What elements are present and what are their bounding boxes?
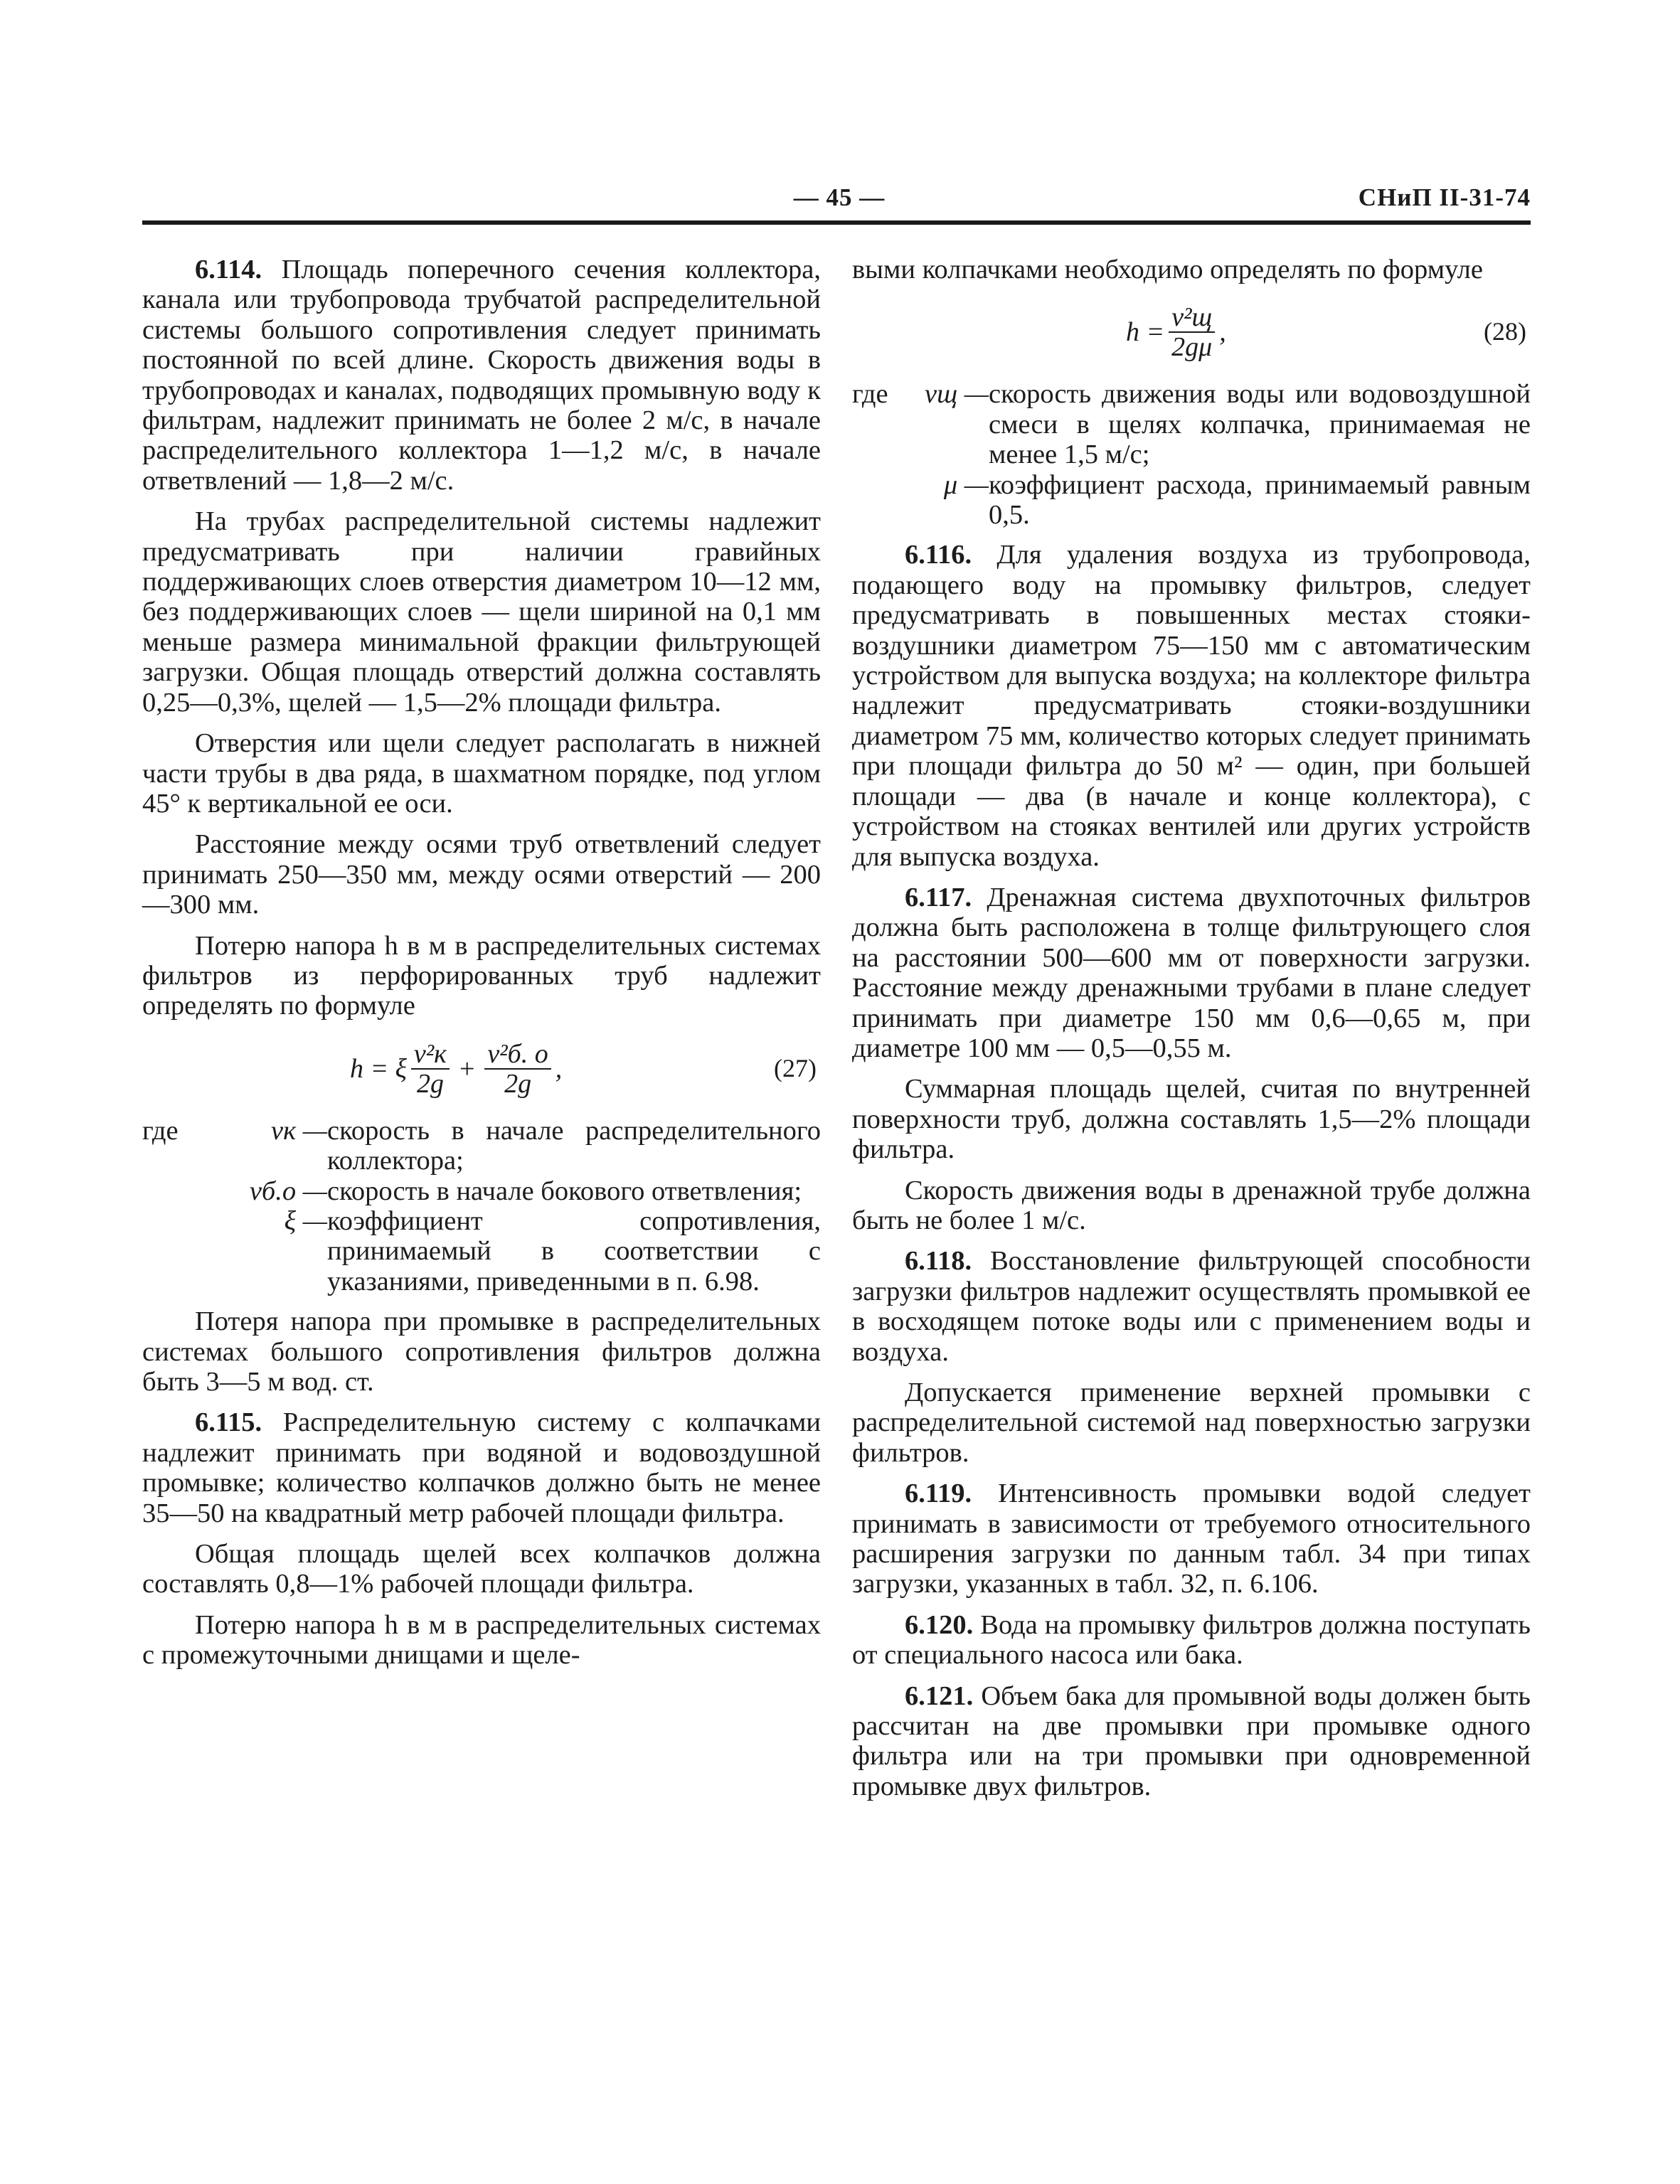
clause-number: 6.121. [905, 1680, 974, 1711]
header-rule [142, 220, 1531, 225]
paragraph-text: Для удаления воздуха из трубопровода, подающего воду на промывку фильтров, следует предусматривать в повышенных местах стояки-воздушники диаметром 75—150 мм с автоматическим устройством для выпуска воздуха; на коллекторе фильтра надлежит предусматривать стояки-воздушники диаметром 75 мм, количество которых следует принимать при площади фильтра до 50 м² — один, при большей площади — два (в начале и конце коллектора), с устройством на стояках вентилей или других устройств для выпуска воздуха. [852, 540, 1531, 872]
fraction [411, 1040, 450, 1098]
variable-definitions [852, 379, 1531, 530]
clause-number: 6.117. [905, 882, 972, 912]
clause-number: 6.119. [905, 1479, 972, 1509]
clause-6-117 [852, 883, 1531, 1063]
clause-6-119 [852, 1479, 1531, 1599]
paragraph: Расстояние между осями труб ответвлений следует принимать 250—350 мм, между осями отверстий — 200—300 мм. [142, 829, 821, 920]
definition-text: коэффициент расхода, принимаемый равным 0,5. [989, 469, 1531, 531]
formula-27 [142, 1032, 821, 1106]
clause-number: 6.114. [195, 255, 262, 284]
definition-lead: где [142, 1115, 179, 1146]
plus-sign: + [459, 1053, 475, 1084]
fraction-denominator: 2g [416, 1068, 444, 1099]
formula-comma: , [555, 1053, 563, 1084]
definition-lead: где [852, 379, 888, 410]
paragraph: Общая площадь щелей всех колпачков должна составлять 0,8—1% рабочей площади фильтра. [142, 1539, 821, 1599]
paragraph-text: Дренажная система двухпоточных фильтров должна быть расположена в толще фильтрующего слоя на расстоянии 500—600 мм от поверхности загрузки. Расстояние между дренажными трубами в плане следует принимать при диаметре 150 мм 0,6—0,65 м, при диаметре 100 мм — 0,5—0,55 м. [852, 882, 1531, 1063]
fraction [1169, 303, 1215, 361]
definition-symbol: μ — [943, 469, 989, 500]
paragraph-text: Интенсивность промывки водой следует принимать в зависимости от требуемого относительного расширения загрузки по данным табл. 34 при типах загрузки, указанных в табл. 32, п. 6.106. [852, 1479, 1531, 1599]
clause-6-114 [142, 255, 821, 496]
right-column [852, 255, 1531, 1812]
definition-row [142, 1206, 821, 1296]
paragraph-text: Распределительную систему с колпачками надлежит принимать при водяной и водовоздушной промывке; количество колпачков должно быть не менее 35—50 на квадратный метр рабочей площади фильтра. [142, 1407, 821, 1528]
fraction-denominator: 2gμ [1171, 332, 1213, 363]
definition-lead [142, 1176, 206, 1206]
clause-number: 6.116. [905, 540, 972, 570]
formula-number: (28) [1484, 317, 1526, 346]
definition-row [852, 470, 1531, 531]
paragraph: Потерю напора h в м в распределительных системах фильтров из перфорированных труб надлежит определять по формуле [142, 930, 821, 1021]
clause-6-115 [142, 1407, 821, 1528]
formula-number: (27) [774, 1053, 817, 1082]
fraction-denominator: 2g [504, 1068, 532, 1099]
clause-6-121 [852, 1681, 1531, 1802]
clause-number: 6.120. [905, 1609, 974, 1640]
definition-symbol: vб.о — [249, 1176, 327, 1206]
variable-definitions [142, 1116, 821, 1296]
fraction-numerator: v²щ [1169, 303, 1215, 333]
formula-expression [1126, 295, 1226, 369]
definition-text: скорость движения воды или водовоздушной смеси в щелях колпачка, принимаемая не менее 1,5 м/с; [989, 379, 1531, 470]
paragraph: Допускается применение верхней промывки с распределительной системой над поверхностью загрузки фильтров. [852, 1378, 1531, 1468]
paragraph-text: Восстановление фильтрующей способности загрузки фильтров надлежит осуществлять промывкой ее в восходящем потоке воды или с применением воды и воздуха. [852, 1246, 1531, 1367]
paragraph: Скорость движения воды в дренажной трубе должна быть не более 1 м/с. [852, 1175, 1531, 1235]
definition-text: коэффициент сопротивления, принимаемый в соответствии с указаниями, приведенными в п. 6.98. [327, 1205, 821, 1296]
formula-lhs: h = ξ [350, 1053, 407, 1084]
paragraph-continuation: выми колпачками необходимо определять по формуле [852, 255, 1483, 284]
definition-lead [852, 470, 920, 531]
clause-number: 6.118. [905, 1246, 972, 1277]
left-column [142, 255, 821, 1681]
definition-row [142, 1176, 821, 1206]
paragraph: Потерю напора h в м в распределительных системах с промежуточными днищами и щеле- [142, 1609, 821, 1671]
page-number: — 45 — [793, 183, 886, 211]
definition-symbol: vк — [271, 1115, 327, 1146]
clause-6-120 [852, 1610, 1531, 1671]
formula-comma: , [1219, 317, 1226, 348]
definition-lead [142, 1206, 206, 1296]
clause-number: 6.115. [195, 1407, 262, 1438]
paragraph: Суммарная площадь щелей, считая по внутренней поверхности труб, должна составлять 1,5—2% площади фильтра. [852, 1074, 1531, 1165]
paragraph-text: Площадь поперечного сечения коллектора, канала или трубопровода трубчатой распределительной системы большого сопротивления следует принимать постоянной по всей длине. Скорость движения воды в трубопроводах и каналах, подводящих промывную воду к фильтрам, надлежит принимать не более 2 м/с, в начале распределительного коллектора 1—1,2 м/с, в начале ответвлений — 1,8—2 м/с. [142, 255, 821, 496]
formula-expression [350, 1032, 562, 1106]
fraction-numerator: v²к [411, 1040, 450, 1070]
formula-lhs: h = [1126, 317, 1165, 348]
paragraph-text: Объем бака для промывной воды должен быть рассчитан на две промывки при промывке одного фильтра или на три промывки при одновременной промывке двух фильтров. [852, 1680, 1531, 1801]
clause-6-118 [852, 1246, 1531, 1367]
fraction-numerator: v²б. о [484, 1040, 551, 1070]
definition-symbol: ξ — [284, 1205, 327, 1236]
definition-symbol: vщ — [924, 379, 989, 410]
paragraph-text: Вода на промывку фильтров должна поступать от специального насоса или бака. [852, 1609, 1531, 1671]
definition-text: скорость в начале распределительного коллектора; [327, 1115, 821, 1176]
definition-row [142, 1116, 821, 1176]
definition-row [852, 379, 1531, 469]
paragraph: Потеря напора при промывке в распределительных системах большого сопротивления фильтров должна быть 3—5 м вод. ст. [142, 1306, 821, 1397]
definition-text: скорость в начале бокового ответвления; [327, 1176, 802, 1206]
document-code: СНиП II-31-74 [1358, 183, 1531, 211]
fraction [484, 1040, 551, 1098]
formula-28 [852, 295, 1531, 369]
clause-6-116 [852, 540, 1531, 871]
paragraph: Отверстия или щели следует располагать в нижней части трубы в два ряда, в шахматном порядке, под углом 45° к вертикальной ее оси. [142, 728, 821, 819]
paragraph: На трубах распределительной системы надлежит предусматривать при наличии гравийных поддерживающих слоев отверстия диаметром 10—12 мм, без поддерживающих слоев — щели шириной на 0,1 мм меньше размера минимальной фракции фильтрующей загрузки. Общая площадь отверстий должна составлять 0,25—0,3%, щелей — 1,5—2% площади фильтра. [142, 506, 821, 718]
